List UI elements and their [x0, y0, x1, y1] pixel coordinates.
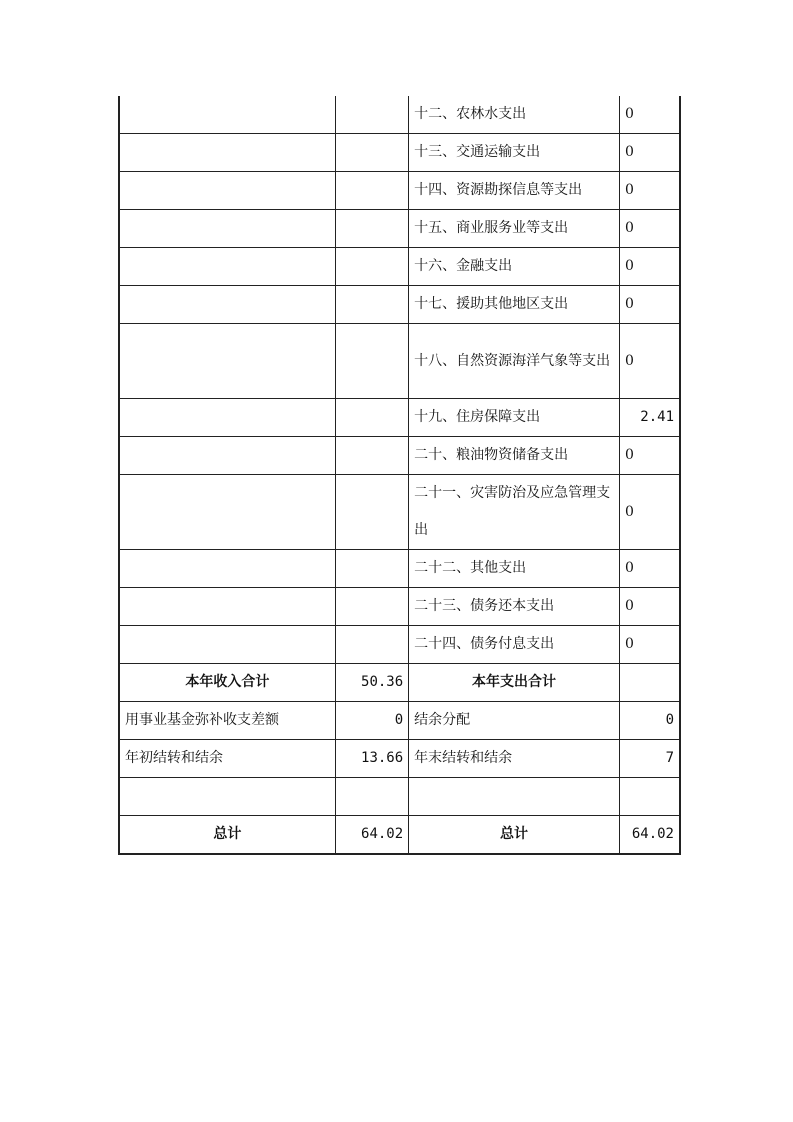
empty-cell [335, 778, 409, 816]
income-item-cell [119, 172, 335, 210]
expense-item-label: 十八、自然资源海洋气象等支出 [409, 324, 620, 399]
expense-item-value: 0 [619, 437, 680, 475]
grand-total-row [119, 816, 680, 855]
expense-item-value: 0 [619, 626, 680, 664]
table-row [119, 626, 680, 664]
table-row [119, 324, 680, 399]
empty-cell [119, 778, 335, 816]
income-value-cell [335, 134, 409, 172]
expense-item-label: 十六、金融支出 [409, 248, 620, 286]
end-carryover-label: 年末结转和结余 [409, 740, 620, 778]
table-row [119, 210, 680, 248]
table-row [119, 399, 680, 437]
grand-total-value-left: 64.02 [335, 816, 409, 855]
expense-item-label: 二十四、债务付息支出 [409, 626, 620, 664]
income-value-cell [335, 588, 409, 626]
distribution-label: 结余分配 [409, 702, 620, 740]
income-item-cell [119, 550, 335, 588]
income-expense-total-row [119, 664, 680, 702]
income-value-cell [335, 626, 409, 664]
income-item-cell [119, 324, 335, 399]
expense-total-value [619, 664, 680, 702]
income-value-cell [335, 324, 409, 399]
income-total-label: 本年收入合计 [119, 664, 335, 702]
income-value-cell [335, 437, 409, 475]
expense-item-label: 十七、援助其他地区支出 [409, 286, 620, 324]
expense-item-value: 0 [619, 475, 680, 550]
table-row [119, 475, 680, 550]
expense-item-label: 十三、交通运输支出 [409, 134, 620, 172]
income-item-cell [119, 626, 335, 664]
fund-distribution-row [119, 702, 680, 740]
expense-item-label: 十九、住房保障支出 [409, 399, 620, 437]
grand-total-label-left: 总计 [119, 816, 335, 855]
table-row [119, 286, 680, 324]
expense-item-label: 二十二、其他支出 [409, 550, 620, 588]
distribution-value: 0 [619, 702, 680, 740]
income-item-cell [119, 286, 335, 324]
carryover-row [119, 740, 680, 778]
expense-item-value: 0 [619, 550, 680, 588]
empty-cell [409, 778, 620, 816]
begin-carryover-label: 年初结转和结余 [119, 740, 335, 778]
expense-item-value: 0 [619, 172, 680, 210]
expense-total-label: 本年支出合计 [409, 664, 620, 702]
expense-item-label: 十四、资源勘探信息等支出 [409, 172, 620, 210]
income-item-cell [119, 399, 335, 437]
income-value-cell [335, 96, 409, 134]
expense-item-value: 2.41 [619, 399, 680, 437]
table-row [119, 134, 680, 172]
fund-label: 用事业基金弥补收支差额 [119, 702, 335, 740]
table-row [119, 96, 680, 134]
table-row [119, 172, 680, 210]
empty-row [119, 778, 680, 816]
table-row [119, 437, 680, 475]
expense-item-label: 二十、粮油物资储备支出 [409, 437, 620, 475]
table-row [119, 588, 680, 626]
expense-item-value: 0 [619, 324, 680, 399]
empty-cell [619, 778, 680, 816]
income-value-cell [335, 399, 409, 437]
expense-item-value: 0 [619, 210, 680, 248]
income-value-cell [335, 210, 409, 248]
grand-total-value-right: 64.02 [619, 816, 680, 855]
income-value-cell [335, 475, 409, 550]
expense-item-value: 0 [619, 588, 680, 626]
expense-item-value: 0 [619, 248, 680, 286]
income-item-cell [119, 475, 335, 550]
expense-item-label: 十五、商业服务业等支出 [409, 210, 620, 248]
expense-item-label: 二十三、债务还本支出 [409, 588, 620, 626]
expense-item-value: 0 [619, 96, 680, 134]
table-row [119, 550, 680, 588]
income-total-value: 50.36 [335, 664, 409, 702]
income-item-cell [119, 248, 335, 286]
income-value-cell [335, 550, 409, 588]
expense-item-value: 0 [619, 134, 680, 172]
expense-item-label: 二十一、灾害防治及应急管理支出 [409, 475, 620, 550]
end-carryover-value: 7 [619, 740, 680, 778]
income-value-cell [335, 172, 409, 210]
begin-carryover-value: 13.66 [335, 740, 409, 778]
income-item-cell [119, 96, 335, 134]
fund-value: 0 [335, 702, 409, 740]
expense-item-label: 十二、农林水支出 [409, 96, 620, 134]
income-item-cell [119, 210, 335, 248]
table-row [119, 248, 680, 286]
income-value-cell [335, 286, 409, 324]
grand-total-label-right: 总计 [409, 816, 620, 855]
expense-item-value: 0 [619, 286, 680, 324]
income-item-cell [119, 437, 335, 475]
income-item-cell [119, 134, 335, 172]
income-item-cell [119, 588, 335, 626]
income-value-cell [335, 248, 409, 286]
budget-table [118, 96, 681, 855]
